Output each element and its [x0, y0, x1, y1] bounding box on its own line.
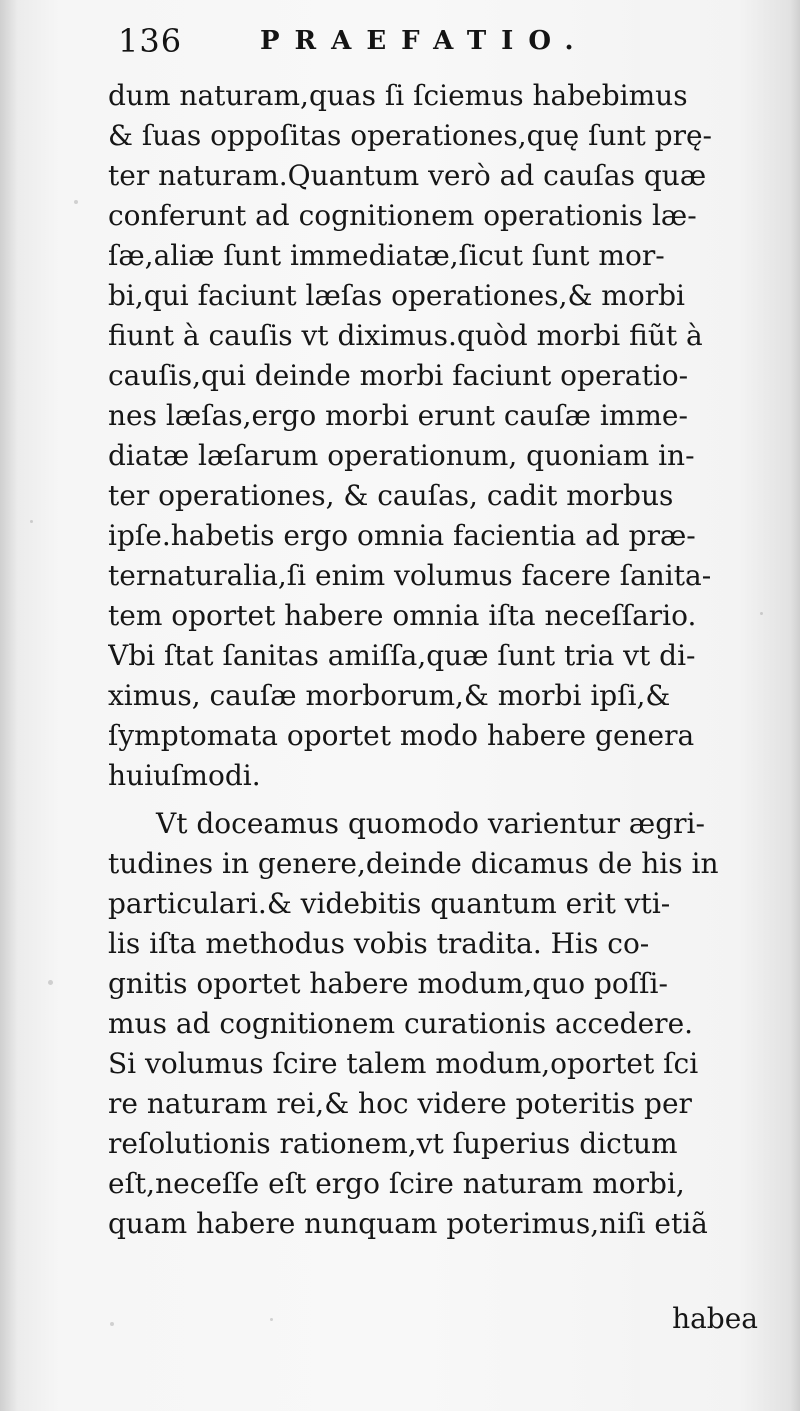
text-line: nes læſas,ergo morbi erunt cauſæ imme-: [108, 399, 688, 432]
text-line: ſymptomata oportet modo habere genera: [108, 719, 695, 752]
ink-speck: [270, 1318, 273, 1321]
ink-speck: [74, 200, 78, 204]
text-line: mus ad cognitionem curationis accedere.: [108, 1007, 694, 1040]
text-line: diatæ læſarum operationum, quoniam in-: [108, 439, 695, 472]
text-line: particulari.& videbitis quantum erit vti-: [108, 887, 671, 920]
text-line: ſæ,aliæ ſunt immediatæ,ſicut ſunt mor-: [108, 239, 665, 272]
ink-speck: [110, 1322, 114, 1326]
text-line: Si volumus ſcire talem modum,oportet ſci: [108, 1047, 699, 1080]
text-line: ximus, cauſæ morborum,& morbi ipſi,&: [108, 679, 671, 712]
ink-speck: [48, 980, 53, 985]
text-line: eſt,neceſſe eſt ergo ſcire naturam morbi,: [108, 1167, 685, 1200]
text-line: lis iſta methodus vobis tradita. His co-: [108, 927, 650, 960]
page-header: [118, 22, 764, 62]
text-line: ter naturam.Quantum verò ad cauſas quæ: [108, 159, 707, 192]
text-line: & ſuas oppoſitas operationes,quę ſunt prę-: [108, 119, 712, 152]
text-line: huiuſmodi.: [108, 759, 261, 792]
paragraph: [108, 804, 768, 1244]
text-line: bi,qui faciunt læſas operationes,& morbi: [108, 279, 685, 312]
text-line: re naturam rei,& hoc videre poteritis per: [108, 1087, 692, 1120]
paragraph-gap: [108, 796, 768, 804]
text-line: dum naturam,quas ſi ſciemus habebimus: [108, 79, 688, 112]
paragraph: [108, 76, 768, 796]
text-line: conferunt ad cognitionem operationis læ-: [108, 199, 697, 232]
text-line: quam habere nunquam poterimus,niſi etiã: [108, 1207, 708, 1240]
text-line: reſolutionis rationem,vt ſuperius dictum: [108, 1127, 678, 1160]
text-line: fiunt à cauſis vt diximus.quòd morbi fiũt à: [108, 319, 703, 352]
body-text: [108, 76, 768, 1244]
text-line: ipſe.habetis ergo omnia facientia ad præ-: [108, 519, 696, 552]
text-line: tem oportet habere omnia iſta neceſſario.: [108, 599, 697, 632]
catchword: habea: [672, 1302, 758, 1335]
text-line: Vbi ſtat ſanitas amiſſa,quæ ſunt tria vt di-: [108, 639, 696, 672]
text-line: gnitis oportet habere modum,quo poſſi-: [108, 967, 668, 1000]
ink-speck: [30, 520, 33, 523]
page-number: 136: [118, 22, 183, 60]
running-head: PRAEFATIO.: [260, 26, 589, 56]
text-line: Vt doceamus quomodo varientur ægri-: [156, 807, 705, 840]
text-line: cauſis,qui deinde morbi faciunt operatio-: [108, 359, 689, 392]
text-line: tudines in genere,deinde dicamus de his in: [108, 847, 719, 880]
text-line: ternaturalia,ſi enim volumus facere ſanita-: [108, 559, 712, 592]
text-line: ter operationes, & cauſas, cadit morbus: [108, 479, 674, 512]
